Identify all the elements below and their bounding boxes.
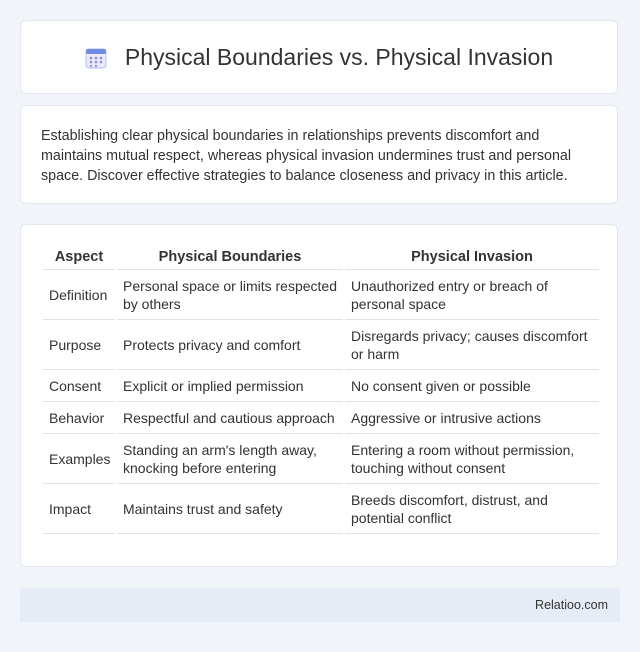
cell-aspect: Consent	[43, 370, 115, 402]
cell-aspect: Examples	[43, 434, 115, 484]
cell-invasion: Disregards privacy; causes discomfort or harm	[345, 320, 599, 370]
cell-invasion: Aggressive or intrusive actions	[345, 402, 599, 434]
intro-card	[20, 105, 618, 204]
title-card	[20, 20, 618, 94]
column-header-invasion: Physical Invasion	[345, 245, 599, 270]
footer-brand[interactable]: Relatioo.com	[535, 598, 608, 612]
calendar-icon	[85, 47, 107, 69]
intro-text: Establishing clear physical boundaries in relationships prevents discomfort and maintains mutual respect, whereas physical invasion undermines trust and personal space. Discover effective strategies to balance closeness and privacy in this article.	[41, 128, 572, 184]
cell-boundaries: Protects privacy and comfort	[117, 320, 343, 370]
footer-bar	[20, 588, 620, 622]
cell-boundaries: Personal space or limits respected by others	[117, 270, 343, 320]
table-row	[43, 434, 599, 484]
page-title: Physical Boundaries vs. Physical Invasion	[124, 43, 554, 70]
table-header-row	[43, 245, 599, 270]
cell-aspect: Definition	[43, 270, 115, 320]
cell-boundaries: Explicit or implied permission	[117, 370, 343, 402]
table-row	[43, 484, 599, 534]
comparison-card	[20, 224, 618, 567]
cell-boundaries: Maintains trust and safety	[117, 484, 343, 534]
table-row	[43, 370, 599, 402]
table-row	[43, 320, 599, 370]
cell-boundaries: Standing an arm's length away, knocking before entering	[117, 434, 343, 484]
cell-invasion: Entering a room without permission, touching without consent	[345, 434, 599, 484]
cell-boundaries: Respectful and cautious approach	[117, 402, 343, 434]
table-row	[43, 402, 599, 434]
column-header-boundaries: Physical Boundaries	[117, 245, 343, 270]
cell-invasion: Breeds discomfort, distrust, and potential conflict	[345, 484, 599, 534]
cell-aspect: Behavior	[43, 402, 115, 434]
table-row	[43, 270, 599, 320]
cell-aspect: Purpose	[43, 320, 115, 370]
cell-invasion: No consent given or possible	[345, 370, 599, 402]
column-header-aspect: Aspect	[43, 245, 115, 270]
cell-invasion: Unauthorized entry or breach of personal space	[345, 270, 599, 320]
cell-aspect: Impact	[43, 484, 115, 534]
comparison-table	[41, 245, 601, 534]
